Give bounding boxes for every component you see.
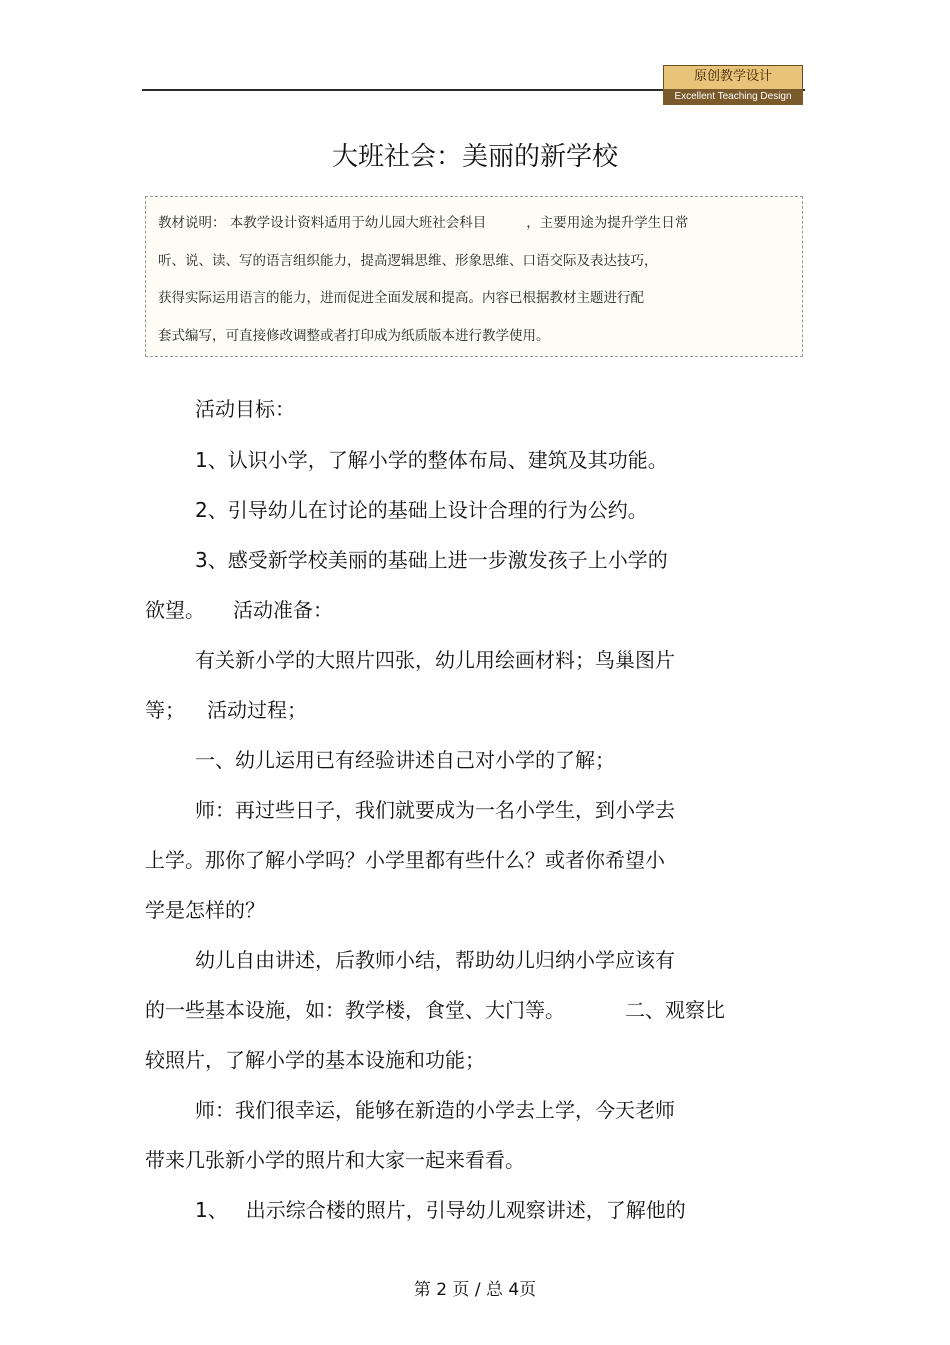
- notice-line: [158, 205, 790, 243]
- body-text: 二、观察比: [625, 998, 725, 1022]
- page-number: 第 2 页 / 总 4页: [413, 1280, 537, 1300]
- body-text: 1、: [195, 1198, 228, 1222]
- body-text: 出示综合楼的照片，引导幼儿观察讲述，了解他的: [245, 1198, 686, 1222]
- body-line: 有关新小学的大照片四张，幼儿用绘画材料；鸟巢图片: [195, 648, 675, 672]
- notice-text: 教材说明： 本教学设计资料适用于幼儿园大班社会科目: [158, 215, 487, 231]
- body-line: 带来几张新小学的照片和大家一起来看看。: [145, 1148, 525, 1172]
- body-text: 活动过程；: [207, 698, 307, 722]
- body-text: 欲望。: [145, 598, 205, 622]
- notice-text: ，主要用途为提升学生日常: [526, 215, 689, 231]
- body-line: 学是怎样的？: [145, 898, 265, 922]
- body-line: [145, 995, 725, 1025]
- notice-line: 听、说、读、写的语言组织能力，提高逻辑思维、形象思维、口语交际及表达技巧，: [158, 252, 658, 269]
- body-line: 师：再过些日子，我们就要成为一名小学生，到小学去: [195, 798, 675, 822]
- body-text: 的一些基本设施，如：教学楼，食堂、大门等。: [145, 998, 565, 1022]
- body-line: 师：我们很幸运，能够在新造的小学去上学，今天老师: [195, 1098, 675, 1122]
- badge-label-en: Excellent Teaching Design: [663, 89, 803, 105]
- body-line: 3、感受新学校美丽的基础上进一步激发孩子上小学的: [195, 548, 668, 572]
- body-line: 上学。那你了解小学吗？小学里都有些什么？或者你希望小: [145, 848, 665, 872]
- body-text: 等；: [145, 698, 185, 722]
- notice-line: 套式编写，可直接修改调整或者打印成为纸质版本进行教学使用。: [158, 327, 550, 344]
- notice-line: 获得实际运用语言的能力，进而促进全面发展和提高。内容已根据教材主题进行配: [158, 290, 644, 306]
- document-title: 大班社会：美丽的新学校: [331, 142, 618, 172]
- body-line: 活动目标：: [195, 397, 295, 421]
- body-line: 幼儿自由讲述，后教师小结，帮助幼儿归纳小学应该有: [195, 948, 675, 972]
- body-line: [195, 1195, 686, 1225]
- badge-label-cn: 原创教学设计: [663, 65, 803, 89]
- body-line: 1、认识小学，了解小学的整体布局、建筑及其功能。: [195, 448, 668, 472]
- body-line: 一、幼儿运用已有经验讲述自己对小学的了解；: [195, 748, 615, 772]
- body-text: 活动准备：: [233, 598, 333, 622]
- body-line: [145, 595, 333, 625]
- design-badge: [663, 65, 803, 105]
- body-line: [145, 695, 307, 725]
- body-line: 较照片，了解小学的基本设施和功能；: [145, 1048, 485, 1072]
- material-notice-box: [145, 196, 803, 357]
- body-line: 2、引导幼儿在讨论的基础上设计合理的行为公约。: [195, 498, 648, 522]
